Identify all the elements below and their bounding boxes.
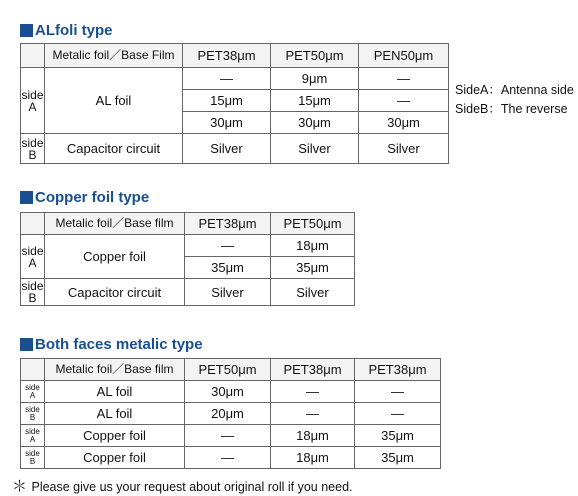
table-row <box>21 403 441 425</box>
table-cell: Silver <box>271 279 355 306</box>
side-label: side B <box>21 447 45 469</box>
table-row <box>21 447 441 469</box>
table-cell: 35μm <box>271 257 355 279</box>
both-section-title <box>20 336 203 353</box>
row-label: AL foil <box>45 403 185 425</box>
side-b-note: SideB：The reverse <box>455 102 568 116</box>
table-row <box>21 381 441 403</box>
table-row <box>21 425 441 447</box>
table-cell: 35μm <box>355 425 441 447</box>
table-row <box>21 134 449 164</box>
header-cell: Metalic foil／Base film <box>45 359 185 381</box>
row-label: AL foil <box>45 68 183 134</box>
side-label: side A <box>21 425 45 447</box>
table-cell: — <box>271 381 355 403</box>
table-cell: Silver <box>185 279 271 306</box>
header-cell: PET50μm <box>185 359 271 381</box>
row-label: Copper foil <box>45 447 185 469</box>
table-cell: 18μm <box>271 447 355 469</box>
table-cell: 35μm <box>355 447 441 469</box>
al-section-title <box>20 22 113 39</box>
table-header-row <box>21 44 449 68</box>
header-cell: Metalic foil／Base film <box>45 213 185 235</box>
square-bullet-icon <box>20 24 33 37</box>
row-label: Copper foil <box>45 235 185 279</box>
header-cell: PET38μm <box>271 359 355 381</box>
table-cell: — <box>271 403 355 425</box>
table-cell: — <box>359 90 449 112</box>
table-header-row <box>21 213 355 235</box>
square-bullet-icon <box>20 338 33 351</box>
row-label: Capacitor circuit <box>45 279 185 306</box>
al-foil-table <box>20 43 449 164</box>
header-cell: PET50μm <box>271 44 359 68</box>
side-label: side A <box>21 68 45 134</box>
header-corner <box>21 213 45 235</box>
header-cell: Metalic foil／Base Film <box>45 44 183 68</box>
row-label: Copper foil <box>45 425 185 447</box>
table-header-row <box>21 359 441 381</box>
footer-note <box>12 475 353 496</box>
side-label: side A <box>21 381 45 403</box>
table-row <box>21 68 449 90</box>
side-label: side B <box>21 403 45 425</box>
header-corner <box>21 359 45 381</box>
asterisk-icon: ＊ <box>12 478 28 495</box>
table-cell: 20μm <box>185 403 271 425</box>
side-label: side B <box>21 279 44 305</box>
row-label: AL foil <box>45 381 185 403</box>
footer-text: Please give us your request about original roll if you need. <box>31 480 353 494</box>
table-cell: — <box>355 403 441 425</box>
table-cell: 30μm <box>359 112 449 134</box>
both-faces-table <box>20 358 441 469</box>
row-label: Capacitor circuit <box>45 134 183 164</box>
header-cell: PET38μm <box>183 44 271 68</box>
table-cell: Silver <box>183 134 271 164</box>
table-cell: 15μm <box>271 90 359 112</box>
table-cell: — <box>185 425 271 447</box>
header-cell: PET38μm <box>185 213 271 235</box>
header-cell: PEN50μm <box>359 44 449 68</box>
table-cell: — <box>355 381 441 403</box>
table-row <box>21 235 355 257</box>
side-label: side B <box>21 135 44 162</box>
copper-section-title <box>20 189 149 206</box>
al-title-text: ALfoli type <box>35 22 113 39</box>
table-cell: — <box>185 447 271 469</box>
table-cell: — <box>359 68 449 90</box>
side-label: side A <box>21 235 45 279</box>
table-cell: 30μm <box>271 112 359 134</box>
copper-title-text: Copper foil type <box>35 189 150 206</box>
header-cell: PET50μm <box>271 213 355 235</box>
table-cell: 18μm <box>271 235 355 257</box>
table-cell: Silver <box>271 134 359 164</box>
table-row <box>21 279 355 306</box>
table-cell: — <box>185 235 271 257</box>
header-corner <box>21 44 45 68</box>
table-cell: 18μm <box>271 425 355 447</box>
header-cell: PET38μm <box>355 359 441 381</box>
both-title-text: Both faces metalic type <box>35 336 203 353</box>
square-bullet-icon <box>20 191 33 204</box>
table-cell: 35μm <box>185 257 271 279</box>
table-cell: 9μm <box>271 68 359 90</box>
table-cell: Silver <box>359 134 449 164</box>
table-cell: 30μm <box>183 112 271 134</box>
table-cell: 30μm <box>185 381 271 403</box>
table-cell: — <box>183 68 271 90</box>
table-cell: 15μm <box>183 90 271 112</box>
side-a-note: SideA：Antenna side <box>455 83 574 97</box>
copper-foil-table <box>20 212 355 306</box>
